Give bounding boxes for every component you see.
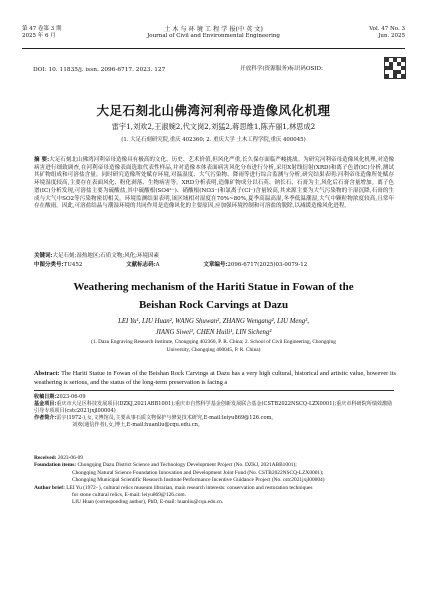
issue-date-en: Jun. 2025 (378, 33, 405, 39)
header-center (22, 26, 405, 40)
footnote-label: 基金项目: (34, 400, 57, 407)
english-title (0, 278, 427, 314)
footnote-fund (34, 401, 396, 415)
footnote-label: Foundation items: (34, 462, 77, 469)
footnote-value: 重庆市大足区科技发展项目(DZKJ,2021ABB1001);重庆市自然科学基金创新发展联合基金(CSTB2022NSCQ-LZX0001);重庆市科研院所绩效激励引导专项项目(cstc2021jxjl00004) (34, 400, 393, 414)
article-number-value: 2096-6717(2025)03-0079-12 (227, 262, 308, 268)
english-abstract (34, 369, 396, 388)
keywords: 大足石刻;湿热地区;石质文物;风化;环境因素 (52, 253, 159, 259)
footnote-corresponding (34, 422, 396, 429)
clc-value: TU452 (63, 262, 83, 268)
footnote-value: 刘欢(通信作者),女,博士,E-mail:huanliu@cqu.edu.cn。 (72, 421, 203, 428)
classification-line (34, 260, 307, 268)
english-abstract-text: The Hariti Statue in Fowan of the Beishan Rock Carvings at Dazu has a very high cultural, historical and artistic value, however its weathering is serious, and the status of the long-term preservation is facing a (34, 370, 396, 387)
chinese-authors: 雷宇1,刘欢2,王淑婉2,代文岗2,刘猛2,蒋思维1,陈卉丽1,林思成2 (111, 122, 316, 131)
footnote-label: Author brief: (34, 484, 65, 491)
english-abstract-label: Abstract: (34, 370, 60, 377)
keywords-label: 关键词: (34, 253, 53, 259)
footnote-author (34, 415, 396, 422)
issue-date: 2025 年 6 月 (22, 33, 56, 39)
footnote-received (34, 394, 396, 401)
footnotes-cn (34, 394, 396, 429)
english-affiliation-line: (1. Dazu Engraving Research Institute, Chongqing 402360, P. R. China; 2. School of Civil Engineering, Chongqing (91, 339, 336, 345)
journal-name-cn: 土 木 与 环 境 工 程 学 报(中 英 文) (164, 26, 263, 33)
footnote-label: Received: (34, 455, 57, 461)
doc-code-label: 文献标志码: (126, 262, 156, 268)
footnote-brief-en-3 (34, 499, 396, 506)
footnote-label: 收稿日期: (34, 394, 57, 400)
header-right (369, 26, 405, 40)
abstract-label: 摘 要: (34, 157, 50, 163)
english-authors-line: LEI Yu¹, LIU Huan², WANG Shuwan², ZHANG Wengang², LIU Meng², (118, 318, 309, 325)
doc-code-value: A (155, 262, 160, 268)
english-authors-line: JIANG Siwei¹, CHEN Huili¹, LIN Sicheng² (155, 329, 272, 336)
chinese-abstract (34, 157, 394, 211)
footnote-value: 雷宇(1972-),女,文博馆员,主要从事石质文物保护与修复技术研究,E-mail:leiyu869@126.com。 (56, 414, 277, 421)
footnote-value: LEI Yu (1972- ), cultural relics museum librarian, main research interests: conservation and restoration techniques (66, 484, 313, 491)
doi: DOI: 10. 11835/j. issn. 2096-6717. 2023. 127 (33, 67, 166, 73)
footnote-value: Chongqing Dazu District Science and Technology Development Project (No. DZKJ, 2021ABB1001); (77, 462, 297, 469)
english-affiliation-line: University, Chongqing 400045, P. R. China) (166, 346, 261, 353)
footnote-fund-en (34, 462, 396, 469)
qr-code-icon (384, 57, 406, 79)
english-title-line: Weathering mechanism of the Hariti Statue in Fowan of the (73, 281, 354, 293)
clc-label: 中图分类号: (34, 262, 64, 268)
footnote-value: for stone cultural relics, E-mail: leiyu869@126.com. (72, 492, 186, 499)
english-title-line: Beishan Rock Carvings at Dazu (138, 299, 289, 311)
osid-label: 开放科学(资源服务)标识码OSID: (240, 66, 323, 72)
footnote-value: 2023-06-09 (57, 455, 83, 461)
chinese-affiliation: (1. 大足石刻研究院,重庆 402360; 2. 重庆大学 土木工程学院,重庆 400045) (121, 137, 306, 143)
footnote-value: Chongqing Natural Science Foundation Innovation and Development Joint Fund (No. CSTB2022NSCQ-LZX0001); (72, 469, 324, 476)
journal-name-en: Journal of Civil and Environmental Engineering (147, 33, 280, 39)
footnote-fund-en-3 (34, 477, 396, 484)
footnote-value: LIU Huan (corresponding author), PhD, E-mail: huanliu@cqu.edu.cn. (72, 499, 224, 506)
running-header (22, 26, 405, 49)
article-number-label: 文章编号: (203, 262, 228, 268)
footnote-value: 2023-06-09 (56, 394, 86, 400)
volume-issue-en: Vol. 47 No. 3 (369, 26, 405, 32)
english-affiliation (40, 339, 387, 355)
footnote-divider (34, 390, 394, 391)
chinese-title: 大足石刻北山佛湾河利帝母造像风化机理 (96, 103, 331, 118)
volume-issue: 第 47 卷第 3 期 (22, 26, 62, 32)
footnote-brief-en (34, 485, 396, 492)
abstract-text: 大足石刻北山佛湾河利帝母造像具有极高的文化、历史、艺术价值,但风化严重,长久保存面临严峻挑战。为研究河利帝母造像风化机理,对造像病害进行细致调查,在河利帝母造像表面选取代表性样品,并对造像本体表面病害风化分布进行分析,采用X射线衍射(XRD)和离子色谱(IC)分析,测试其矿物组成和可溶盐含量。同时研究造像所处赋存环境,对温湿度、大气污染物、降雨等进行综合监测与分析,研究结果表明:河利帝母造像所处赋存环境湿度较高,主要存在表面风化、粉化剥落、生物病害等。XRD分析表明,造像矿物成分以石英、钠长石、石膏为主,风化后石膏含量增加。离子色谱(IC)分析发现,可溶盐主要为硫酸盐,其中硫酸根(SO4²⁻)、硝酸根(NO3⁻)和氯离子(Cl⁻)含量较高,其来源主要为大气污染物的干湿沉降,石膏的生成与大气中SO2等污染物密切相关。环境监测结果表明,该区域相对湿度在70%~80%,夏季高温高湿,冬季低温潮湿,大气中颗粒物浓度较高,且常年存在酸雨。因此,可溶盐结晶与潮湿环境的共同作用是造像风化的主要原因,应加强环境控制和可溶盐的脱除,以减缓造像风化进程。 (34, 157, 394, 210)
footnote-label: 作者简介: (34, 414, 57, 421)
keywords-line (34, 251, 159, 259)
english-authors (30, 316, 397, 338)
footnotes-en (34, 455, 396, 507)
footnote-value: Chongqing Municipal Scientific Research Institute Performance Incentive Guidance Project (No. cstc2021jxjl00004) (72, 477, 325, 484)
